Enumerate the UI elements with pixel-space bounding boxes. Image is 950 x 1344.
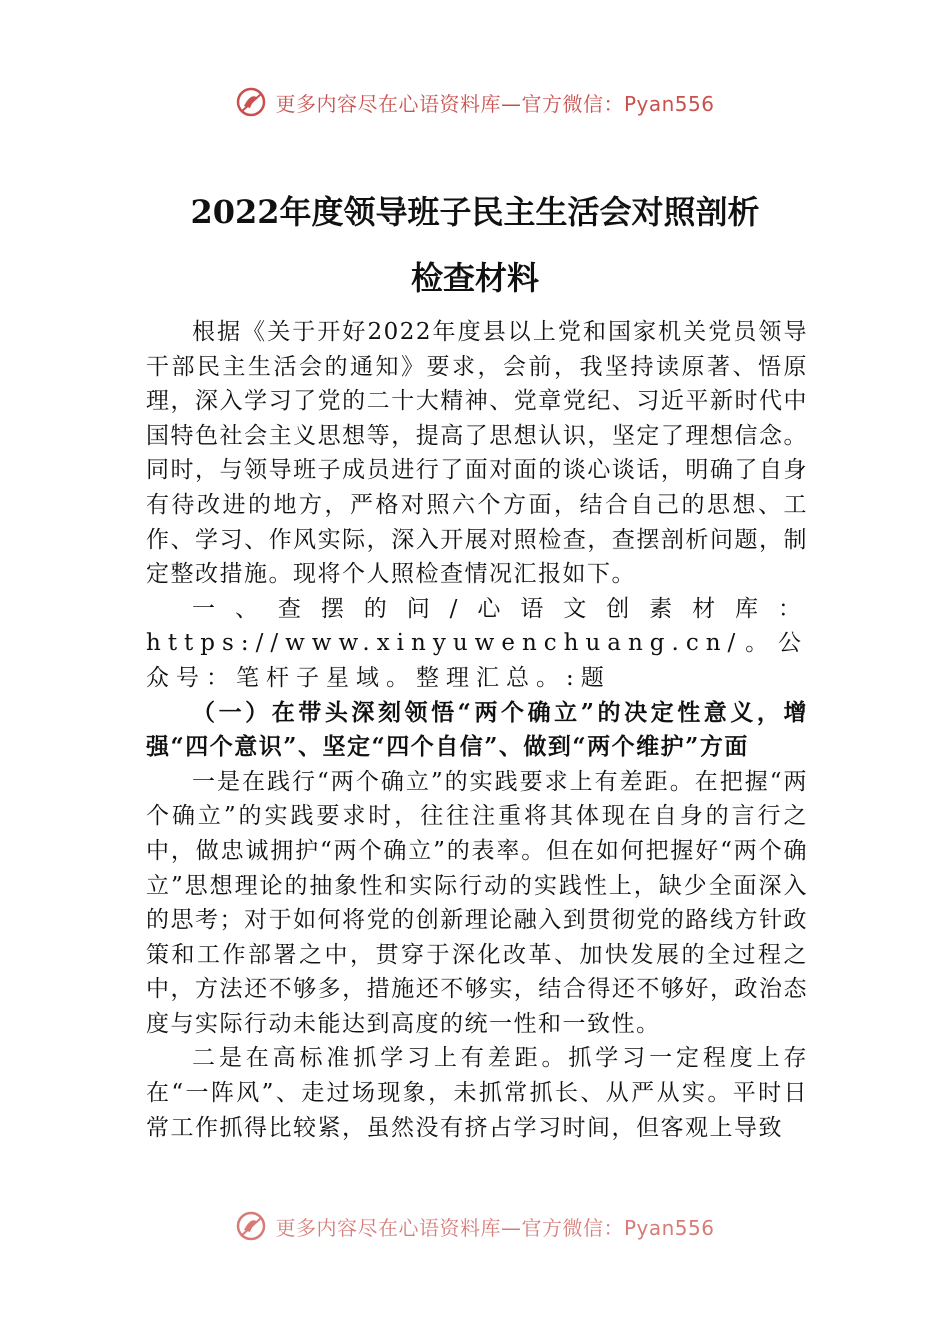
watermark-text: 更多内容尽在心语资料库—官方微信：Pyan556 bbox=[275, 1215, 715, 1240]
logo-icon bbox=[235, 1210, 267, 1242]
watermark-top bbox=[0, 82, 950, 122]
document-title-line-1: 2022年度领导班子民主生活会对照剖析 bbox=[190, 193, 760, 231]
intro-paragraph: 根据《关于开好2022年度县以上党和国家机关党员领导干部民主生活会的通知》要求，会前，我坚持读原著、悟原理，深入学习了党的二十大精神、党章党纪、习近平新时代中国特色社会主义思想等，提高了思想认识，坚定了理想信念。同时，与领导班子成员进行了面对面的谈心谈话，明确了自身有待改进的地方，严格对照六个方面，结合自己的思想、工作、学习、作风实际，深入开展对照检查，查摆剖析问题，制定整改措施。现将个人照检查情况汇报如下。 bbox=[146, 319, 808, 588]
subsection-heading: （一）在带头深刻领悟“两个确立”的决定性意义，增强“四个意识”、坚定“四个自信”、做到“两个维护”方面 bbox=[146, 698, 808, 761]
document-title-line-2: 检查材料 bbox=[410, 259, 539, 297]
logo-icon bbox=[235, 86, 267, 118]
section-heading-one: 一、查摆的问/心语文创素材库：https://www.xinyuwenchuang.cn/。公众号：笔杆子星域。整理汇总。:题 bbox=[146, 595, 808, 691]
document-body bbox=[146, 315, 808, 1215]
watermark-text: 更多内容尽在心语资料库—官方微信：Pyan556 bbox=[275, 91, 715, 116]
body-paragraph: 二是在高标准抓学习上有差距。抓学习一定程度上存在“一阵风”、走过场现象，未抓常抓长、从严从实。平时日常工作抓得比较紧，虽然没有挤占学习时间，但客观上导致 bbox=[146, 1045, 808, 1141]
body-paragraph: 一是在践行“两个确立”的实践要求上有差距。在把握“两个确立”的实践要求时，往往注重将其体现在自身的言行之中，做忠诚拥护“两个确立”的表率。但在如何把握好“两个确立”思想理论的抽象性和实际行动的实践性上，缺少全面深入的思考；对于如何将党的创新理论融入到贯彻党的路线方针政策和工作部署之中，贯穿于深化改革、加快发展的全过程之中，方法还不够多，措施还不够实，结合得还不够好，政治态度与实际行动未能达到高度的统一性和一致性。 bbox=[146, 768, 808, 1037]
watermark-bottom bbox=[0, 1206, 950, 1246]
